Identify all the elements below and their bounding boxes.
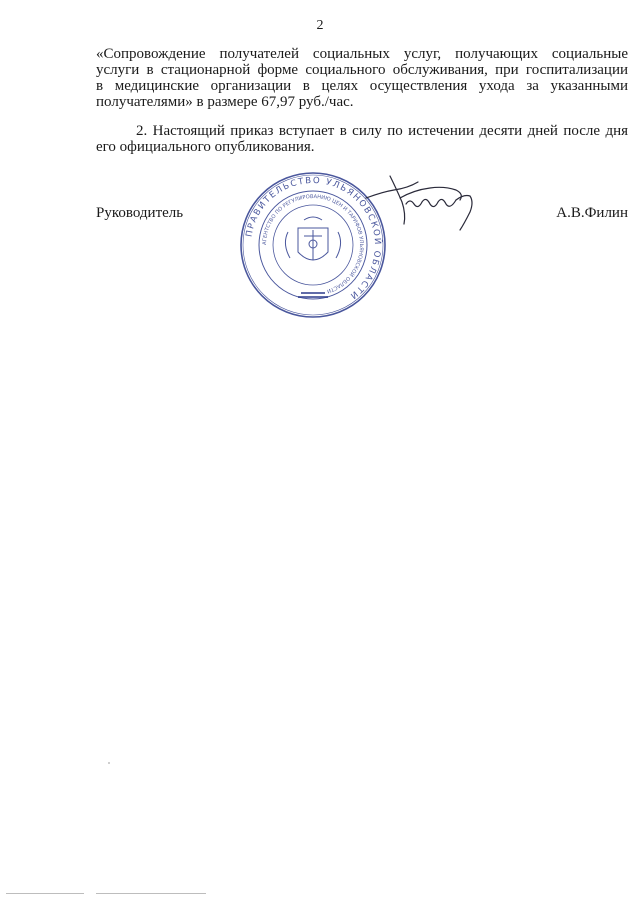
page-number: 2: [316, 18, 324, 33]
scan-artifact-line: [6, 893, 84, 894]
scan-artifact-line: [96, 893, 206, 894]
coat-of-arms-icon: [285, 217, 340, 260]
handwritten-signature: [360, 168, 478, 236]
text-line: «Сопровождение получателей социальных услуг, получающих социальные: [96, 46, 628, 62]
svg-text:АГЕНТСТВО ПО РЕГУЛИРОВАНИЮ ЦЕН: АГЕНТСТВО ПО РЕГУЛИРОВАНИЮ ЦЕН И ТАРИФОВ УЛЬЯНОВСКОЙ ОБЛАСТИ: [261, 193, 365, 294]
text-line: его официального опубликования.: [96, 139, 315, 155]
paragraph-service-definition: [96, 46, 628, 110]
text-line: получателями» в размере 67,97 руб./час.: [96, 94, 354, 110]
text-line: 2. Настоящий приказ вступает в силу по истечении десяти дней после дня: [136, 123, 628, 139]
svg-text:ПРАВИТЕЛЬСТВО УЛЬЯНОВСКОЙ ОБЛА: ПРАВИТЕЛЬСТВО УЛЬЯНОВСКОЙ ОБЛАСТИ: [244, 175, 383, 302]
text-line: в медицинские организации в целях осуществления ухода за указанными: [96, 78, 628, 94]
scan-artifact-dot: [108, 762, 110, 764]
text-line: услуги в стационарной форме социального обслуживания, при госпитализации: [96, 62, 628, 78]
signatory-name: А.В.Филин: [556, 205, 628, 221]
paragraph-effective-date: [96, 123, 628, 155]
signatory-position: Руководитель: [96, 205, 184, 221]
